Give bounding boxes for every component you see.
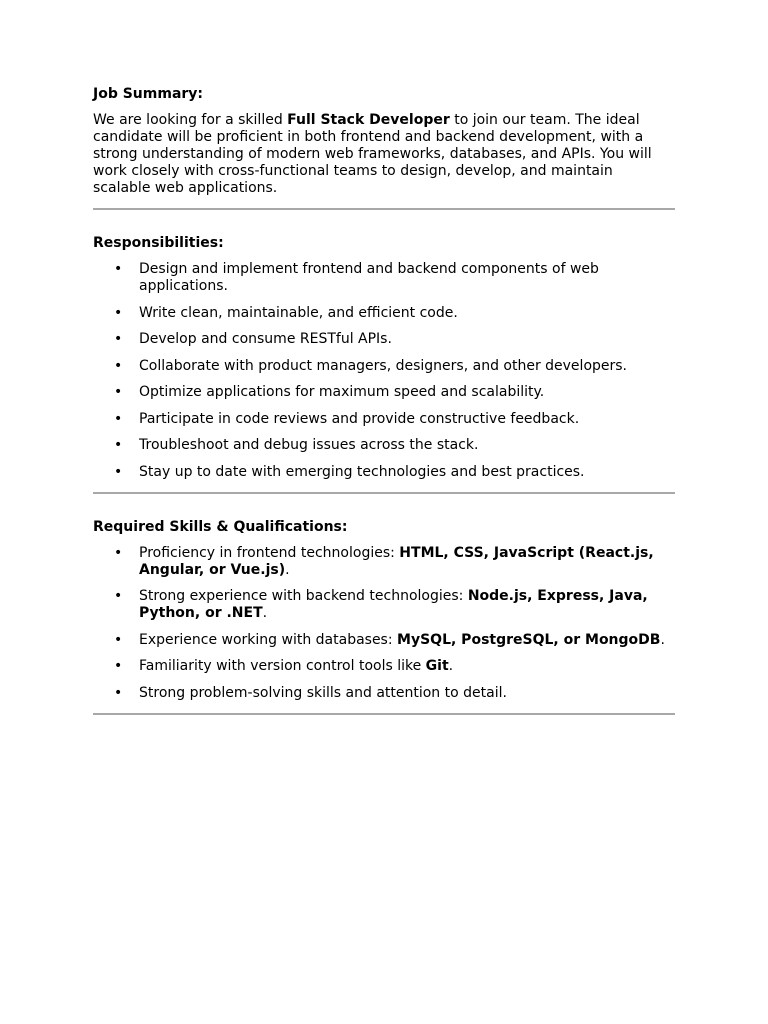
item-text: Strong experience with backend technologies:	[139, 588, 468, 604]
item-text: Optimize applications for maximum speed and scalability.	[139, 384, 545, 400]
bullet-icon: •	[114, 357, 123, 374]
item-text: Design and implement frontend and backend components of web applications.	[139, 261, 599, 294]
job-summary-text	[93, 112, 668, 197]
responsibilities-heading: Responsibilities:	[93, 235, 224, 251]
list-item	[93, 358, 675, 375]
summary-after: to join our team. The ideal candidate will be proficient in both frontend and backend development, with a strong understanding of modern web frameworks, databases, and APIs. You will work closely with cross-functional teams to design, develop, and maintain scalable web applications.	[93, 112, 652, 196]
bullet-icon: •	[114, 410, 123, 427]
item-end: .	[660, 631, 665, 648]
bullet-icon: •	[114, 304, 123, 321]
skills-list	[93, 545, 675, 702]
list-item	[93, 545, 675, 579]
skills-heading: Required Skills & Qualifications:	[93, 518, 348, 535]
summary-role: Full Stack Developer	[287, 112, 450, 128]
bullet-icon: •	[114, 463, 123, 480]
job-summary-heading: Job Summary:	[93, 86, 204, 102]
list-item	[93, 411, 675, 428]
item-text: Participate in code reviews and provide constructive feedback.	[139, 410, 580, 427]
item-end: .	[262, 605, 268, 621]
list-item	[93, 384, 675, 401]
item-text: Strong problem-solving skills and attention to detail.	[139, 684, 507, 701]
divider-1	[93, 208, 675, 210]
item-text: Proficiency in frontend technologies:	[139, 544, 400, 561]
bullet-icon: •	[114, 261, 123, 277]
bullet-icon: •	[114, 631, 123, 648]
bullet-icon: •	[114, 588, 123, 604]
item-bold: Git	[425, 658, 449, 674]
list-item	[93, 305, 675, 322]
bullet-icon: •	[114, 544, 123, 561]
bullet-icon: •	[114, 384, 123, 400]
list-item	[93, 685, 675, 702]
list-item	[93, 437, 675, 454]
item-end: .	[448, 658, 454, 674]
divider-2	[93, 492, 675, 494]
list-item	[93, 464, 675, 481]
summary-before: We are looking for a skilled	[93, 112, 288, 128]
divider-3	[93, 713, 675, 715]
item-text: Experience working with databases:	[139, 631, 398, 648]
item-text: Troubleshoot and debug issues across the stack.	[139, 437, 479, 453]
item-end: .	[285, 561, 290, 578]
bullet-icon: •	[114, 658, 123, 674]
item-text: Develop and consume RESTful APIs.	[139, 331, 392, 347]
item-bold: HTML, CSS, JavaScript (React.js, Angular, or Vue.js)	[139, 544, 654, 578]
bullet-icon: •	[114, 684, 123, 701]
bullet-icon: •	[114, 437, 123, 453]
list-item	[93, 632, 675, 649]
bullet-icon: •	[114, 331, 123, 347]
item-text: Collaborate with product managers, designers, and other developers.	[139, 357, 628, 374]
list-item	[93, 588, 675, 622]
item-text: Write clean, maintainable, and efficient code.	[139, 304, 458, 321]
item-bold: Node.js, Express, Java, Python, or .NET	[139, 588, 648, 621]
list-item	[93, 331, 675, 348]
list-item	[93, 658, 675, 675]
item-text: Familiarity with version control tools like	[139, 658, 426, 674]
job-description	[93, 86, 675, 715]
list-item	[93, 261, 675, 295]
item-text: Stay up to date with emerging technologies and best practices.	[139, 463, 585, 480]
item-bold: MySQL, PostgreSQL, or MongoDB	[397, 631, 661, 648]
responsibilities-list	[93, 261, 675, 481]
